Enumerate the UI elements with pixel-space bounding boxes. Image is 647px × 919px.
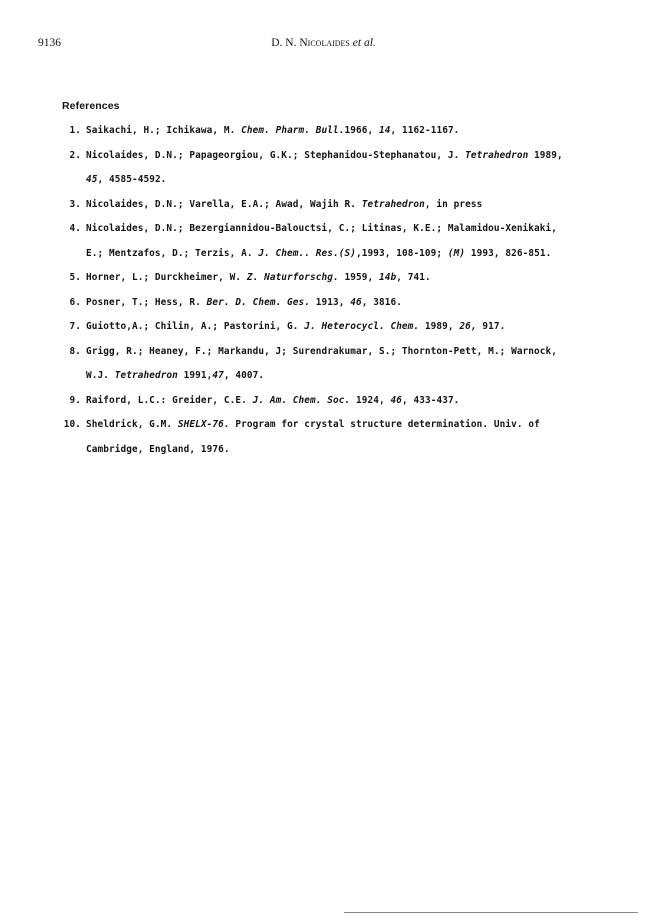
reference-item [62, 413, 602, 462]
reference-number: 4. [69, 223, 81, 234]
reference-text: , [557, 149, 563, 161]
reference-text: Horner, L.; Durckheimer, W. [86, 272, 247, 283]
reference-number: 10. [63, 419, 81, 430]
reference-item [62, 340, 602, 389]
reference-text: , 4585-4592. [97, 174, 167, 185]
reference-list [62, 119, 602, 462]
reference-number: 1. [69, 125, 81, 136]
running-head-authors [0, 37, 647, 49]
reference-line [86, 242, 602, 267]
reference-text: , 3816. [361, 296, 402, 308]
reference-text: Guiotto,A.; Chilin, A.; Pastorini, G. [86, 321, 305, 332]
reference-text: , [355, 247, 362, 259]
reference-text: (M) [447, 247, 466, 259]
reference-text: , 4007. [223, 370, 265, 381]
reference-text: , [367, 272, 379, 283]
reference-text: , [338, 296, 351, 308]
reference-text: Nicolaides, D.N.; Papageorgiou, G.K.; Stephanidou-Stephanatou, J. [86, 149, 466, 161]
reference-number: 3. [69, 198, 81, 210]
reference-text: , 1162-1167. [390, 125, 460, 136]
reference-text: Cambridge, England, 1976. [86, 443, 230, 455]
reference-item [62, 315, 602, 340]
reference-line [86, 266, 602, 291]
reference-line [86, 389, 602, 414]
reference-item [62, 119, 602, 144]
reference-text: Posner, T.; Hess, R. [86, 296, 207, 308]
reference-line [86, 364, 602, 389]
reference-text: J. Am. Chem. Soc. [252, 394, 351, 406]
reference-text: 1989, [419, 321, 460, 332]
reference-text: , [378, 394, 391, 406]
references-heading: References [62, 100, 120, 112]
reference-number: 7. [69, 321, 81, 332]
reference-text: 1993 [361, 247, 385, 259]
reference-line [86, 168, 602, 193]
reference-text: , [206, 370, 213, 381]
reference-text: 917. [476, 321, 506, 332]
reference-line [86, 315, 602, 340]
reference-text: , 741. [396, 272, 431, 283]
reference-text: Tetrahedron [465, 149, 529, 161]
reference-text: Raiford, L.C.: Greider, C.E. [86, 394, 253, 406]
reference-text: Z. Naturforschg. [246, 272, 339, 283]
reference-line [86, 413, 602, 438]
page-number: 9136 [38, 37, 61, 49]
reference-item [62, 291, 602, 316]
reference-text: E.; Mentzafos, D.; Terzis, A. [86, 247, 259, 259]
reference-text: 1924 [356, 394, 379, 406]
reference-text: 1913 [315, 296, 339, 308]
reference-text: 1959 [344, 272, 368, 283]
reference-line [86, 119, 602, 144]
reference-text: J. Chem.. Res.(S) [258, 247, 356, 259]
reference-line [86, 193, 602, 218]
reference-text: Grigg, R.; Heaney, F.; Markandu, J; Surendrakumar, S.; Thornton-Pett, M.; Warnock, [86, 345, 558, 357]
reference-line [86, 438, 602, 463]
reference-text: 47 [212, 370, 224, 381]
author-initials: D. N. [271, 37, 300, 49]
reference-text: , 826-851. [493, 247, 552, 259]
reference-line [86, 291, 602, 316]
reference-text: 14b [379, 272, 397, 283]
reference-text: , [367, 125, 379, 136]
references-section [62, 100, 602, 462]
reference-item [62, 193, 602, 218]
reference-text: , 108-109; [384, 247, 448, 259]
reference-number: 9. [69, 394, 81, 406]
reference-number: 6. [69, 296, 81, 308]
et-al: et al. [352, 37, 376, 49]
reference-text: 1991 [183, 370, 207, 381]
reference-text: J. Heterocycl. Chem. [304, 321, 420, 332]
reference-text: SHELX-76. [177, 419, 230, 430]
reference-number: 8. [69, 345, 81, 357]
reference-text: 1993 [470, 247, 494, 259]
reference-number: 5. [69, 272, 81, 283]
reference-text: Program for crystal structure determination. Univ. of [229, 419, 540, 430]
reference-item [62, 266, 602, 291]
reference-item [62, 144, 602, 193]
reference-text: Nicolaides, D.N.; Varella, E.A.; Awad, Wajih R. [86, 198, 362, 210]
reference-text: 14 [379, 125, 391, 136]
reference-text: 45 [86, 174, 98, 185]
reference-text: 1989 [534, 149, 558, 161]
author-surname: Nicolaides [299, 37, 350, 49]
reference-item [62, 389, 602, 414]
reference-text: 46 [390, 394, 402, 406]
reference-text: 26, [459, 321, 477, 332]
reference-text: , in press [424, 198, 483, 210]
reference-text: W.J. [86, 370, 115, 381]
reference-text: 46 [350, 296, 362, 308]
footer-rule [344, 912, 638, 913]
reference-text: Saikachi, H.; Ichikawa, M. [86, 125, 242, 136]
reference-text: Ber. D. Chem. Ges. [206, 296, 311, 308]
reference-number: 2. [69, 149, 81, 161]
reference-line [86, 217, 602, 242]
reference-text: Nicolaides, D.N.; Bezergiannidou-Balouctsi, C.; Litinas, K.E.; Malamidou-Xenikaki, [86, 223, 558, 234]
reference-text: , 433-437. [401, 394, 460, 406]
running-head [0, 37, 647, 53]
reference-text: Sheldrick, G.M. [86, 419, 178, 430]
reference-text: Tetrahedron [361, 198, 425, 210]
reference-item [62, 217, 602, 266]
reference-text: Chem. Pharm. Bull. [241, 125, 345, 136]
reference-line [86, 144, 602, 169]
reference-line [86, 340, 602, 365]
reference-text: 1966 [344, 125, 368, 136]
reference-text: Tetrahedron [114, 370, 178, 381]
